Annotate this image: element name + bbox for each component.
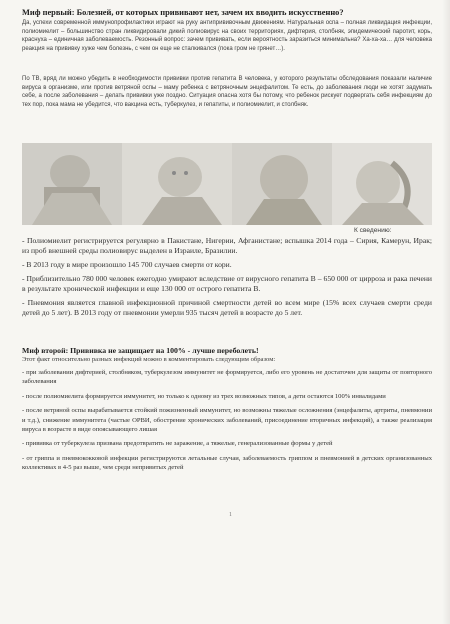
myth2-item: - после полиомиелита формируется иммунитет, но только к одному из трех возможных типов, а дети остаются 100% инвалидами: [22, 392, 386, 400]
fact-item: - Пневмония является главной инфекционной причиной смертности детей во всем мире (15% всех случаев смерти среди детей до 5 лет). В 2013 году от пневмонии умерли 935 тысяч детей в возрасте до 5 лет.: [22, 298, 432, 317]
myth2-intro: Этот факт относительно разных инфекций можно в комментировать следующим образом:: [22, 356, 276, 363]
myth2-item: - при заболевании дифтерией, столбняком, туберкулезом иммунитет не формируется, либо его уровень не достаточен для защиты от повторного заболевания: [22, 369, 432, 386]
myth2-item: - прививка от туберкулеза призвана предотвратить не заражение, а тяжелые, генерализованные формы у детей: [22, 440, 333, 448]
fact-item: - В 2013 году в мире произошло 145 700 случаев смерти от кори.: [22, 260, 232, 269]
myth2-item: - от гриппа и пневмококковой инфекции регистрируются летальные случаи, заболеваемость гриппом и пневмонией в детских организованных коллективах в 4-5 раз выше, чем среди непривитых детей: [22, 454, 432, 472]
myth2-item: - после ветряной оспы вырабатывается стойкий пожизненный иммунитет, но возможны тяжелые осложнения (энцефалиты, артриты, пневмонии и т.д.), снижение иммунитета (частые ОРВИ, обострение хронических заболеваний, присоединение вторичных инфекций), а также реализация вируса в возрасте в виде опоясывающего лишая: [22, 407, 432, 434]
photo-child-3: [232, 143, 332, 225]
myth1-heading: Миф первый: Болезней, от которых прививают нет, зачем их вводить искусственно?: [22, 8, 344, 17]
myth1-paragraph-2: По ТВ, вряд ли можно убедить в необходимости прививки против гепатита В человека, у которого результаты обследования показали наличие вируса в организме, или против ветряной оспы – маму ребенка с ветряночным энцефалитом. Те есть, до заболевания люди не хотят задумать себе, а после заболевания – делать прививки уже поздно. Ситуация опасна хотя бы потому, что ребенок рискует подвергать себя инфекциям до тех пор, пока мама не убедится, что вакцина есть, туберкулез, и гепатиты, и полиомиелит, и столбняк.: [22, 76, 432, 108]
myth2-heading: Миф второй: Прививка не защищает на 100% - лучше переболеть!: [22, 346, 259, 355]
photo-child-2: [122, 143, 232, 225]
facts-list: [22, 236, 432, 322]
photo-child-4: [332, 143, 432, 225]
fact-item: - Приблизительно 780 000 человек ежегодно умирают вследствие от вирусного гепатита В – 650 000 от цирроза и рака печени в результате хронической инфекции и еще 130 000 от острого гепатита В.: [22, 274, 432, 293]
scan-edge-shadow: [442, 0, 450, 624]
page-mark: 1: [229, 512, 232, 518]
fact-item: - Полиомиелит регистрируется регулярно в Пакистане, Нигерии, Афганистане; вспышка 2014 года – Сирия, Камерун, Ирак; из проб внешней среды полиовирус выделен в Израиле, Бразилии.: [22, 236, 432, 255]
reference-label: К сведению:: [354, 227, 392, 234]
myth2-list: [22, 368, 432, 478]
myth1-paragraph-1: Да, успехи современной иммунопрофилактики играют на руку антипрививочным движениям. Натуральная оспа – полная ликвидация инфекции, полиомиелит – большинство стран ликвидировали дикий полиовирус на своих территориях, дифтерия, столбняк, эпидемический паротит, корь, краснуха – единичная заболеваемость. Резонный вопрос: зачем прививать, если вероятность заразиться минимальна? Ха-ха-ха… для человека реакция на прививку хуже чем болезнь, с чем он еще не сталкивался (пока гром не грянет…).: [22, 20, 432, 52]
photo-strip: [22, 143, 432, 225]
photo-child-1: [22, 143, 122, 225]
